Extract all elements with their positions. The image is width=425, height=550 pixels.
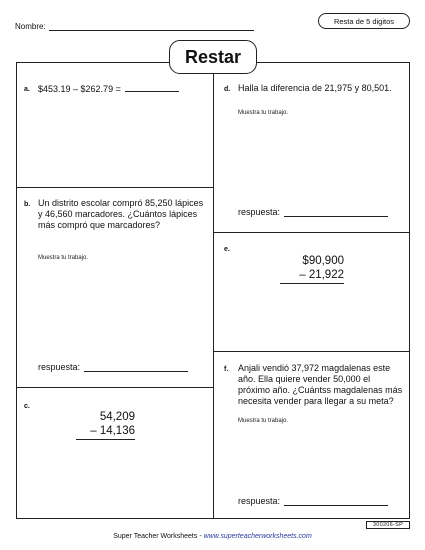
problem-d-answer-label: respuesta: [238, 207, 281, 217]
worksheet-code: 300206-SP [366, 521, 410, 529]
problem-e-top: $90,900 [302, 255, 344, 267]
problem-f-work-label: Muestra tu trabajo. [238, 418, 289, 424]
problem-f-text: Anjali vendió 37,972 magdalenas este año. Ella quiere vender 50,000 el próximo año. ¿Cuántss magdalenas más necesita vender para llegar a su meta? [238, 363, 403, 406]
problem-a-text: $453.19 – $262.79 = [38, 84, 121, 94]
name-row [15, 22, 254, 31]
problem-d-letter: d. [224, 86, 231, 93]
footer-brand: Super Teacher Worksheets [113, 533, 198, 540]
divider-left-1 [16, 187, 213, 188]
divider-right-1 [213, 232, 410, 233]
problem-c-bottom: – 14,136 [90, 425, 135, 437]
problem-d-answer [238, 207, 388, 217]
problem-f-letter: f. [224, 366, 229, 373]
name-label: Nombre: [15, 22, 46, 31]
problem-c-vertical [76, 410, 135, 440]
problem-d-text: Halla la diferencia de 21,975 y 80,501. [238, 83, 392, 93]
column-divider [213, 62, 214, 519]
topic-badge: Resta de 5 digitos [318, 13, 410, 29]
problem-a-letter: a. [24, 86, 30, 93]
problem-c-letter: c. [24, 403, 30, 410]
problem-b-answer-line[interactable] [84, 363, 188, 372]
problem-c-rule [76, 439, 135, 440]
problem-a-answer-blank[interactable] [125, 83, 179, 92]
problem-a [38, 83, 179, 95]
problem-c-top: 54,209 [99, 411, 135, 423]
problem-d-work-label: Muestra tu trabajo. [238, 110, 289, 116]
divider-left-2 [16, 387, 213, 388]
name-field[interactable] [49, 22, 254, 31]
problem-e-vertical [280, 254, 344, 284]
problem-e-bottom: – 21,922 [299, 269, 344, 281]
problem-e-letter: e. [224, 246, 230, 253]
footer-url-link[interactable]: www.superteacherworksheets.com [203, 533, 312, 540]
problem-b-text: Un distrito escolar compró 85,250 lápices y 46,560 marcadores. ¿Cuántos lápices más compró que marcadores? [38, 198, 204, 230]
problem-b-work-label: Muestra tu trabajo. [38, 255, 89, 261]
problem-f-answer-line[interactable] [284, 497, 388, 506]
problem-b-answer [38, 362, 188, 372]
problem-f-answer [238, 496, 388, 506]
problem-f-answer-label: respuesta: [238, 496, 281, 506]
footer [0, 533, 425, 540]
problem-b-letter: b. [24, 201, 31, 208]
problem-e-rule [280, 283, 344, 284]
problem-d-answer-line[interactable] [284, 208, 388, 217]
problem-b-answer-label: respuesta: [38, 362, 81, 372]
divider-right-2 [213, 351, 410, 352]
footer-separator: - [197, 533, 204, 540]
page-title: Restar [169, 40, 257, 74]
